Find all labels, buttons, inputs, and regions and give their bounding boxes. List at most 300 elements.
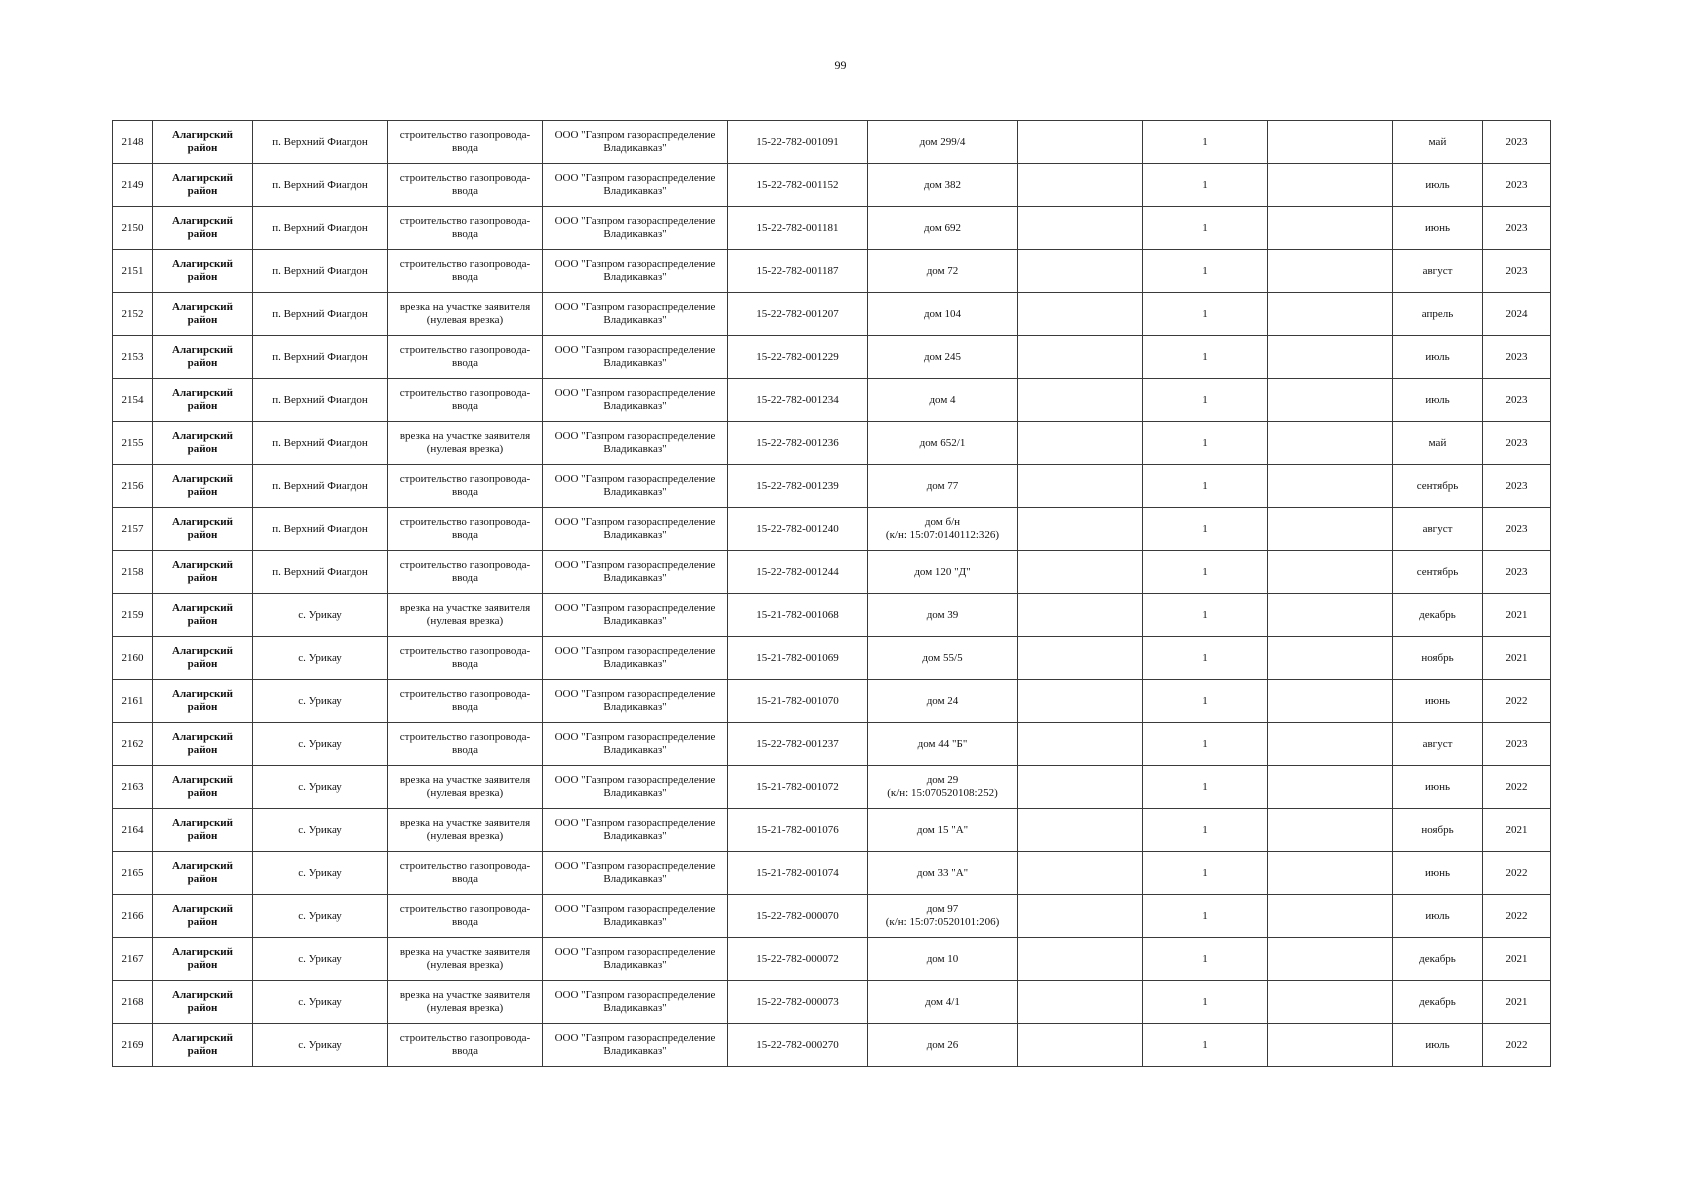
- month-cell: ноябрь: [1393, 809, 1483, 852]
- work-type-cell: [388, 293, 543, 336]
- table-row: [113, 465, 1551, 508]
- table-row: [113, 852, 1551, 895]
- organization-cell: [543, 121, 728, 164]
- blank-cell: [1018, 723, 1143, 766]
- blank-cell: [1018, 250, 1143, 293]
- work-type-line: ввода: [452, 658, 478, 670]
- organization-cell: [543, 766, 728, 809]
- organization-line: Владикавказ": [603, 572, 667, 584]
- organization-cell: [543, 422, 728, 465]
- address-cell: [868, 852, 1018, 895]
- organization-line: Владикавказ": [603, 916, 667, 928]
- table-row: [113, 164, 1551, 207]
- table-row: [113, 723, 1551, 766]
- settlement-cell: п. Верхний Фиагдон: [253, 379, 388, 422]
- address-cell: [868, 207, 1018, 250]
- month-cell: июнь: [1393, 680, 1483, 723]
- application-code-cell: 15-21-782-001070: [728, 680, 868, 723]
- organization-line: ООО "Газпром газораспределение: [554, 301, 716, 313]
- address-cell: [868, 723, 1018, 766]
- organization-line: Владикавказ": [603, 830, 667, 842]
- application-code-cell: 15-22-782-000070: [728, 895, 868, 938]
- settlement-cell: с. Урикау: [253, 723, 388, 766]
- settlement-cell: с. Урикау: [253, 852, 388, 895]
- table-row: [113, 207, 1551, 250]
- row-number-cell: 2154: [113, 379, 153, 422]
- work-type-line: строительство газопровода-: [399, 559, 531, 571]
- blank-cell: [1018, 465, 1143, 508]
- district-cell: Алагирский район: [153, 422, 253, 465]
- blank-cell: [1018, 293, 1143, 336]
- work-type-line: ввода: [452, 1045, 478, 1057]
- address-cell: [868, 508, 1018, 551]
- organization-line: ООО "Газпром газораспределение: [554, 817, 716, 829]
- month-cell: июнь: [1393, 207, 1483, 250]
- row-number-cell: 2149: [113, 164, 153, 207]
- row-number-cell: 2148: [113, 121, 153, 164]
- month-cell: апрель: [1393, 293, 1483, 336]
- month-cell: июнь: [1393, 766, 1483, 809]
- address-cell: [868, 379, 1018, 422]
- table-row: [113, 809, 1551, 852]
- organization-cell: [543, 207, 728, 250]
- table-row: [113, 508, 1551, 551]
- work-type-line: (нулевая врезка): [426, 959, 504, 971]
- application-code-cell: 15-22-782-000072: [728, 938, 868, 981]
- organization-line: Владикавказ": [603, 271, 667, 283]
- district-cell: Алагирский район: [153, 379, 253, 422]
- row-number-cell: 2161: [113, 680, 153, 723]
- blank-cell: [1268, 1024, 1393, 1067]
- district-cell: Алагирский район: [153, 809, 253, 852]
- work-type-cell: [388, 379, 543, 422]
- organization-line: ООО "Газпром газораспределение: [554, 903, 716, 915]
- work-type-cell: [388, 723, 543, 766]
- row-number-cell: 2164: [113, 809, 153, 852]
- district-cell: Алагирский район: [153, 895, 253, 938]
- blank-cell: [1018, 336, 1143, 379]
- work-type-cell: [388, 508, 543, 551]
- blank-cell: [1268, 938, 1393, 981]
- organization-line: ООО "Газпром газораспределение: [554, 774, 716, 786]
- district-cell: Алагирский район: [153, 981, 253, 1024]
- row-number-cell: 2167: [113, 938, 153, 981]
- month-cell: сентябрь: [1393, 465, 1483, 508]
- organization-line: Владикавказ": [603, 400, 667, 412]
- organization-line: Владикавказ": [603, 486, 667, 498]
- work-type-line: строительство газопровода-: [399, 215, 531, 227]
- organization-line: Владикавказ": [603, 701, 667, 713]
- work-type-line: врезка на участке заявителя: [399, 602, 531, 614]
- settlement-cell: с. Урикау: [253, 637, 388, 680]
- settlement-cell: с. Урикау: [253, 680, 388, 723]
- work-type-line: строительство газопровода-: [399, 688, 531, 700]
- application-code-cell: 15-22-782-000073: [728, 981, 868, 1024]
- year-cell: 2021: [1483, 637, 1551, 680]
- blank-cell: [1018, 422, 1143, 465]
- work-type-cell: [388, 250, 543, 293]
- table-row: [113, 422, 1551, 465]
- work-type-line: ввода: [452, 572, 478, 584]
- blank-cell: [1268, 766, 1393, 809]
- work-type-cell: [388, 594, 543, 637]
- address-line: (к/н: 15:07:0520101:206): [885, 916, 1000, 928]
- blank-cell: [1268, 981, 1393, 1024]
- blank-cell: [1018, 895, 1143, 938]
- count-cell: 1: [1143, 293, 1268, 336]
- organization-line: ООО "Газпром газораспределение: [554, 731, 716, 743]
- organization-cell: [543, 293, 728, 336]
- address-cell: [868, 336, 1018, 379]
- work-type-line: врезка на участке заявителя: [399, 301, 531, 313]
- organization-line: Владикавказ": [603, 142, 667, 154]
- year-cell: 2023: [1483, 723, 1551, 766]
- address-line: дом 692: [923, 221, 962, 234]
- row-number-cell: 2162: [113, 723, 153, 766]
- work-type-line: ввода: [452, 873, 478, 885]
- organization-line: ООО "Газпром газораспределение: [554, 946, 716, 958]
- organization-line: Владикавказ": [603, 529, 667, 541]
- year-cell: 2023: [1483, 379, 1551, 422]
- address-line: дом 652/1: [919, 436, 966, 449]
- count-cell: 1: [1143, 1024, 1268, 1067]
- settlement-cell: п. Верхний Фиагдон: [253, 293, 388, 336]
- year-cell: 2021: [1483, 594, 1551, 637]
- district-cell: Алагирский район: [153, 852, 253, 895]
- address-cell: [868, 637, 1018, 680]
- organization-line: ООО "Газпром газораспределение: [554, 172, 716, 184]
- organization-cell: [543, 852, 728, 895]
- address-line: дом 299/4: [919, 135, 966, 148]
- organization-line: ООО "Газпром газораспределение: [554, 344, 716, 356]
- application-code-cell: 15-22-782-001152: [728, 164, 868, 207]
- work-type-line: строительство газопровода-: [399, 258, 531, 270]
- settlement-cell: п. Верхний Фиагдон: [253, 422, 388, 465]
- blank-cell: [1018, 164, 1143, 207]
- work-type-cell: [388, 207, 543, 250]
- organization-line: ООО "Газпром газораспределение: [554, 430, 716, 442]
- count-cell: 1: [1143, 551, 1268, 594]
- address-line: дом 10: [926, 952, 959, 965]
- blank-cell: [1018, 938, 1143, 981]
- organization-line: Владикавказ": [603, 658, 667, 670]
- blank-cell: [1268, 293, 1393, 336]
- address-line: дом 24: [926, 694, 959, 707]
- count-cell: 1: [1143, 508, 1268, 551]
- row-number-cell: 2152: [113, 293, 153, 336]
- work-type-line: строительство газопровода-: [399, 473, 531, 485]
- count-cell: 1: [1143, 723, 1268, 766]
- settlement-cell: с. Урикау: [253, 766, 388, 809]
- organization-line: ООО "Газпром газораспределение: [554, 645, 716, 657]
- organization-line: Владикавказ": [603, 357, 667, 369]
- work-type-line: (нулевая врезка): [426, 443, 504, 455]
- organization-cell: [543, 336, 728, 379]
- work-type-line: строительство газопровода-: [399, 1032, 531, 1044]
- work-type-line: строительство газопровода-: [399, 903, 531, 915]
- address-cell: [868, 1024, 1018, 1067]
- table-row: [113, 379, 1551, 422]
- work-type-line: ввода: [452, 185, 478, 197]
- count-cell: 1: [1143, 680, 1268, 723]
- blank-cell: [1018, 508, 1143, 551]
- table-row: [113, 680, 1551, 723]
- settlement-cell: п. Верхний Фиагдон: [253, 465, 388, 508]
- work-type-cell: [388, 938, 543, 981]
- year-cell: 2024: [1483, 293, 1551, 336]
- address-line: дом 77: [926, 479, 959, 492]
- page-number: 99: [834, 58, 847, 72]
- address-line: дом б/н: [924, 516, 961, 528]
- organization-line: Владикавказ": [603, 443, 667, 455]
- organization-cell: [543, 594, 728, 637]
- address-line: дом 245: [923, 350, 962, 363]
- work-type-line: строительство газопровода-: [399, 731, 531, 743]
- application-code-cell: 15-22-782-001234: [728, 379, 868, 422]
- blank-cell: [1268, 852, 1393, 895]
- table-row: [113, 981, 1551, 1024]
- application-code-cell: 15-21-782-001069: [728, 637, 868, 680]
- work-type-line: врезка на участке заявителя: [399, 946, 531, 958]
- blank-cell: [1018, 637, 1143, 680]
- blank-cell: [1018, 121, 1143, 164]
- settlement-cell: п. Верхний Фиагдон: [253, 508, 388, 551]
- address-cell: [868, 766, 1018, 809]
- year-cell: 2023: [1483, 207, 1551, 250]
- organization-line: ООО "Газпром газораспределение: [554, 387, 716, 399]
- organization-cell: [543, 895, 728, 938]
- row-number-cell: 2157: [113, 508, 153, 551]
- blank-cell: [1018, 852, 1143, 895]
- work-type-line: строительство газопровода-: [399, 344, 531, 356]
- address-line: (к/н: 15:070520108:252): [887, 787, 998, 799]
- address-cell: [868, 465, 1018, 508]
- district-cell: Алагирский район: [153, 336, 253, 379]
- table-row: [113, 594, 1551, 637]
- district-cell: Алагирский район: [153, 637, 253, 680]
- work-type-line: (нулевая врезка): [426, 830, 504, 842]
- month-cell: декабрь: [1393, 981, 1483, 1024]
- blank-cell: [1268, 809, 1393, 852]
- organization-line: Владикавказ": [603, 959, 667, 971]
- application-code-cell: 15-22-782-001240: [728, 508, 868, 551]
- work-type-line: ввода: [452, 357, 478, 369]
- row-number-cell: 2155: [113, 422, 153, 465]
- settlement-cell: с. Урикау: [253, 594, 388, 637]
- organization-line: Владикавказ": [603, 787, 667, 799]
- year-cell: 2021: [1483, 938, 1551, 981]
- month-cell: август: [1393, 723, 1483, 766]
- row-number-cell: 2150: [113, 207, 153, 250]
- count-cell: 1: [1143, 465, 1268, 508]
- work-type-line: ввода: [452, 486, 478, 498]
- work-type-cell: [388, 465, 543, 508]
- organization-line: ООО "Газпром газораспределение: [554, 559, 716, 571]
- table-row: [113, 766, 1551, 809]
- district-cell: Алагирский район: [153, 164, 253, 207]
- organization-cell: [543, 508, 728, 551]
- work-type-line: ввода: [452, 701, 478, 713]
- address-cell: [868, 895, 1018, 938]
- organization-line: Владикавказ": [603, 314, 667, 326]
- work-type-cell: [388, 680, 543, 723]
- work-type-line: строительство газопровода-: [399, 860, 531, 872]
- work-type-line: (нулевая врезка): [426, 314, 504, 326]
- table-row: [113, 637, 1551, 680]
- address-cell: [868, 164, 1018, 207]
- district-cell: Алагирский район: [153, 207, 253, 250]
- month-cell: май: [1393, 121, 1483, 164]
- organization-cell: [543, 465, 728, 508]
- work-type-cell: [388, 809, 543, 852]
- month-cell: декабрь: [1393, 938, 1483, 981]
- application-code-cell: 15-21-782-001068: [728, 594, 868, 637]
- organization-line: ООО "Газпром газораспределение: [554, 129, 716, 141]
- organization-cell: [543, 723, 728, 766]
- blank-cell: [1268, 250, 1393, 293]
- address-cell: [868, 551, 1018, 594]
- work-type-line: строительство газопровода-: [399, 387, 531, 399]
- work-type-line: ввода: [452, 271, 478, 283]
- application-code-cell: 15-22-782-000270: [728, 1024, 868, 1067]
- month-cell: июль: [1393, 336, 1483, 379]
- table-row: [113, 250, 1551, 293]
- application-code-cell: 15-22-782-001187: [728, 250, 868, 293]
- district-cell: Алагирский район: [153, 766, 253, 809]
- organization-line: Владикавказ": [603, 1002, 667, 1014]
- blank-cell: [1018, 594, 1143, 637]
- organization-line: Владикавказ": [603, 228, 667, 240]
- year-cell: 2023: [1483, 121, 1551, 164]
- work-type-cell: [388, 637, 543, 680]
- year-cell: 2021: [1483, 809, 1551, 852]
- address-line: (к/н: 15:07:0140112:326): [885, 529, 1000, 541]
- table-row: [113, 336, 1551, 379]
- count-cell: 1: [1143, 250, 1268, 293]
- count-cell: 1: [1143, 422, 1268, 465]
- year-cell: 2022: [1483, 1024, 1551, 1067]
- month-cell: август: [1393, 508, 1483, 551]
- table-row: [113, 1024, 1551, 1067]
- count-cell: 1: [1143, 164, 1268, 207]
- district-cell: Алагирский район: [153, 938, 253, 981]
- blank-cell: [1018, 680, 1143, 723]
- table-row: [113, 121, 1551, 164]
- work-type-line: строительство газопровода-: [399, 516, 531, 528]
- count-cell: 1: [1143, 766, 1268, 809]
- address-line: дом 29: [926, 774, 959, 786]
- row-number-cell: 2166: [113, 895, 153, 938]
- year-cell: 2023: [1483, 250, 1551, 293]
- settlement-cell: п. Верхний Фиагдон: [253, 121, 388, 164]
- year-cell: 2021: [1483, 981, 1551, 1024]
- blank-cell: [1268, 680, 1393, 723]
- blank-cell: [1018, 981, 1143, 1024]
- address-cell: [868, 293, 1018, 336]
- organization-line: ООО "Газпром газораспределение: [554, 989, 716, 1001]
- blank-cell: [1268, 336, 1393, 379]
- address-line: дом 26: [926, 1038, 959, 1051]
- blank-cell: [1268, 465, 1393, 508]
- work-type-line: строительство газопровода-: [399, 172, 531, 184]
- address-cell: [868, 250, 1018, 293]
- address-line: дом 33 "А": [916, 866, 969, 879]
- blank-cell: [1018, 551, 1143, 594]
- district-cell: Алагирский район: [153, 594, 253, 637]
- work-type-line: врезка на участке заявителя: [399, 774, 531, 786]
- organization-cell: [543, 551, 728, 594]
- organization-cell: [543, 250, 728, 293]
- row-number-cell: 2160: [113, 637, 153, 680]
- count-cell: 1: [1143, 336, 1268, 379]
- count-cell: 1: [1143, 895, 1268, 938]
- organization-line: ООО "Газпром газораспределение: [554, 473, 716, 485]
- blank-cell: [1268, 723, 1393, 766]
- work-type-line: строительство газопровода-: [399, 645, 531, 657]
- table-row: [113, 895, 1551, 938]
- address-line: дом 4/1: [925, 995, 960, 1008]
- address-cell: [868, 422, 1018, 465]
- settlement-cell: п. Верхний Фиагдон: [253, 336, 388, 379]
- month-cell: май: [1393, 422, 1483, 465]
- address-cell: [868, 594, 1018, 637]
- organization-cell: [543, 164, 728, 207]
- blank-cell: [1268, 895, 1393, 938]
- blank-cell: [1268, 164, 1393, 207]
- address-line: дом 55/5: [922, 651, 963, 664]
- row-number-cell: 2153: [113, 336, 153, 379]
- organization-cell: [543, 680, 728, 723]
- application-code-cell: 15-22-782-001181: [728, 207, 868, 250]
- year-cell: 2022: [1483, 680, 1551, 723]
- organization-cell: [543, 637, 728, 680]
- work-type-cell: [388, 981, 543, 1024]
- month-cell: ноябрь: [1393, 637, 1483, 680]
- address-line: дом 4: [929, 393, 956, 406]
- organization-cell: [543, 379, 728, 422]
- work-type-line: врезка на участке заявителя: [399, 989, 531, 1001]
- organization-cell: [543, 1024, 728, 1067]
- year-cell: 2023: [1483, 164, 1551, 207]
- district-cell: Алагирский район: [153, 551, 253, 594]
- settlement-cell: с. Урикау: [253, 938, 388, 981]
- organization-line: ООО "Газпром газораспределение: [554, 516, 716, 528]
- work-type-cell: [388, 121, 543, 164]
- application-code-cell: 15-21-782-001074: [728, 852, 868, 895]
- count-cell: 1: [1143, 594, 1268, 637]
- count-cell: 1: [1143, 852, 1268, 895]
- blank-cell: [1018, 766, 1143, 809]
- work-type-cell: [388, 551, 543, 594]
- table-row: [113, 938, 1551, 981]
- address-cell: [868, 809, 1018, 852]
- application-code-cell: 15-21-782-001076: [728, 809, 868, 852]
- organization-cell: [543, 809, 728, 852]
- count-cell: 1: [1143, 207, 1268, 250]
- month-cell: июль: [1393, 379, 1483, 422]
- district-cell: Алагирский район: [153, 1024, 253, 1067]
- work-type-line: (нулевая врезка): [426, 787, 504, 799]
- application-code-cell: 15-22-782-001229: [728, 336, 868, 379]
- settlement-cell: с. Урикау: [253, 1024, 388, 1067]
- address-cell: [868, 121, 1018, 164]
- month-cell: июль: [1393, 895, 1483, 938]
- application-code-cell: 15-21-782-001072: [728, 766, 868, 809]
- work-type-cell: [388, 336, 543, 379]
- work-type-cell: [388, 1024, 543, 1067]
- blank-cell: [1268, 594, 1393, 637]
- work-type-line: ввода: [452, 529, 478, 541]
